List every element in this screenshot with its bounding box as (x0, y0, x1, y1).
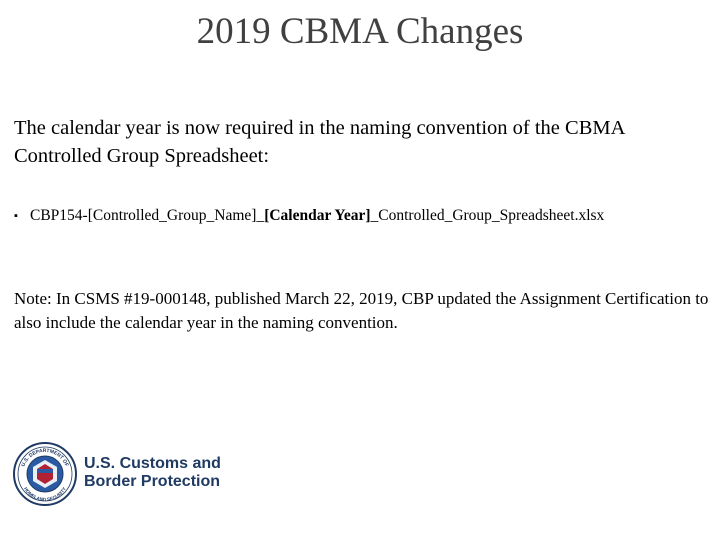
filename-prefix: CBP154-[Controlled_Group_Name]_ (30, 207, 265, 224)
cbp-logo (12, 441, 252, 507)
filename-suffix: _Controlled_Group_Spreadsheet.xlsx (370, 207, 605, 224)
agency-name-line1: U.S. Customs and (84, 455, 221, 472)
bullet-item (14, 205, 714, 227)
seal-text-top: U.S. DEPARTMENT OF (20, 447, 70, 468)
seal-text-bottom: HOMELAND SECURITY (22, 486, 68, 503)
note-text: Note: In CSMS #19-000148, published March 22, 2019, CBP updated the Assignment Certification to also include the calendar year in the naming convention. (14, 289, 709, 332)
filename-calendar-year: [Calendar Year] (264, 207, 371, 224)
square-bullet-icon: ▪ (14, 210, 18, 223)
agency-name (84, 455, 221, 491)
dhs-seal-icon (12, 441, 78, 507)
intro-text: The calendar year is now required in the naming convention of the CBMA Controlled Group Spreadsheet: (14, 117, 625, 167)
slide-title: 2019 CBMA Changes (196, 11, 524, 52)
agency-name-line2: Border Protection (84, 473, 221, 490)
